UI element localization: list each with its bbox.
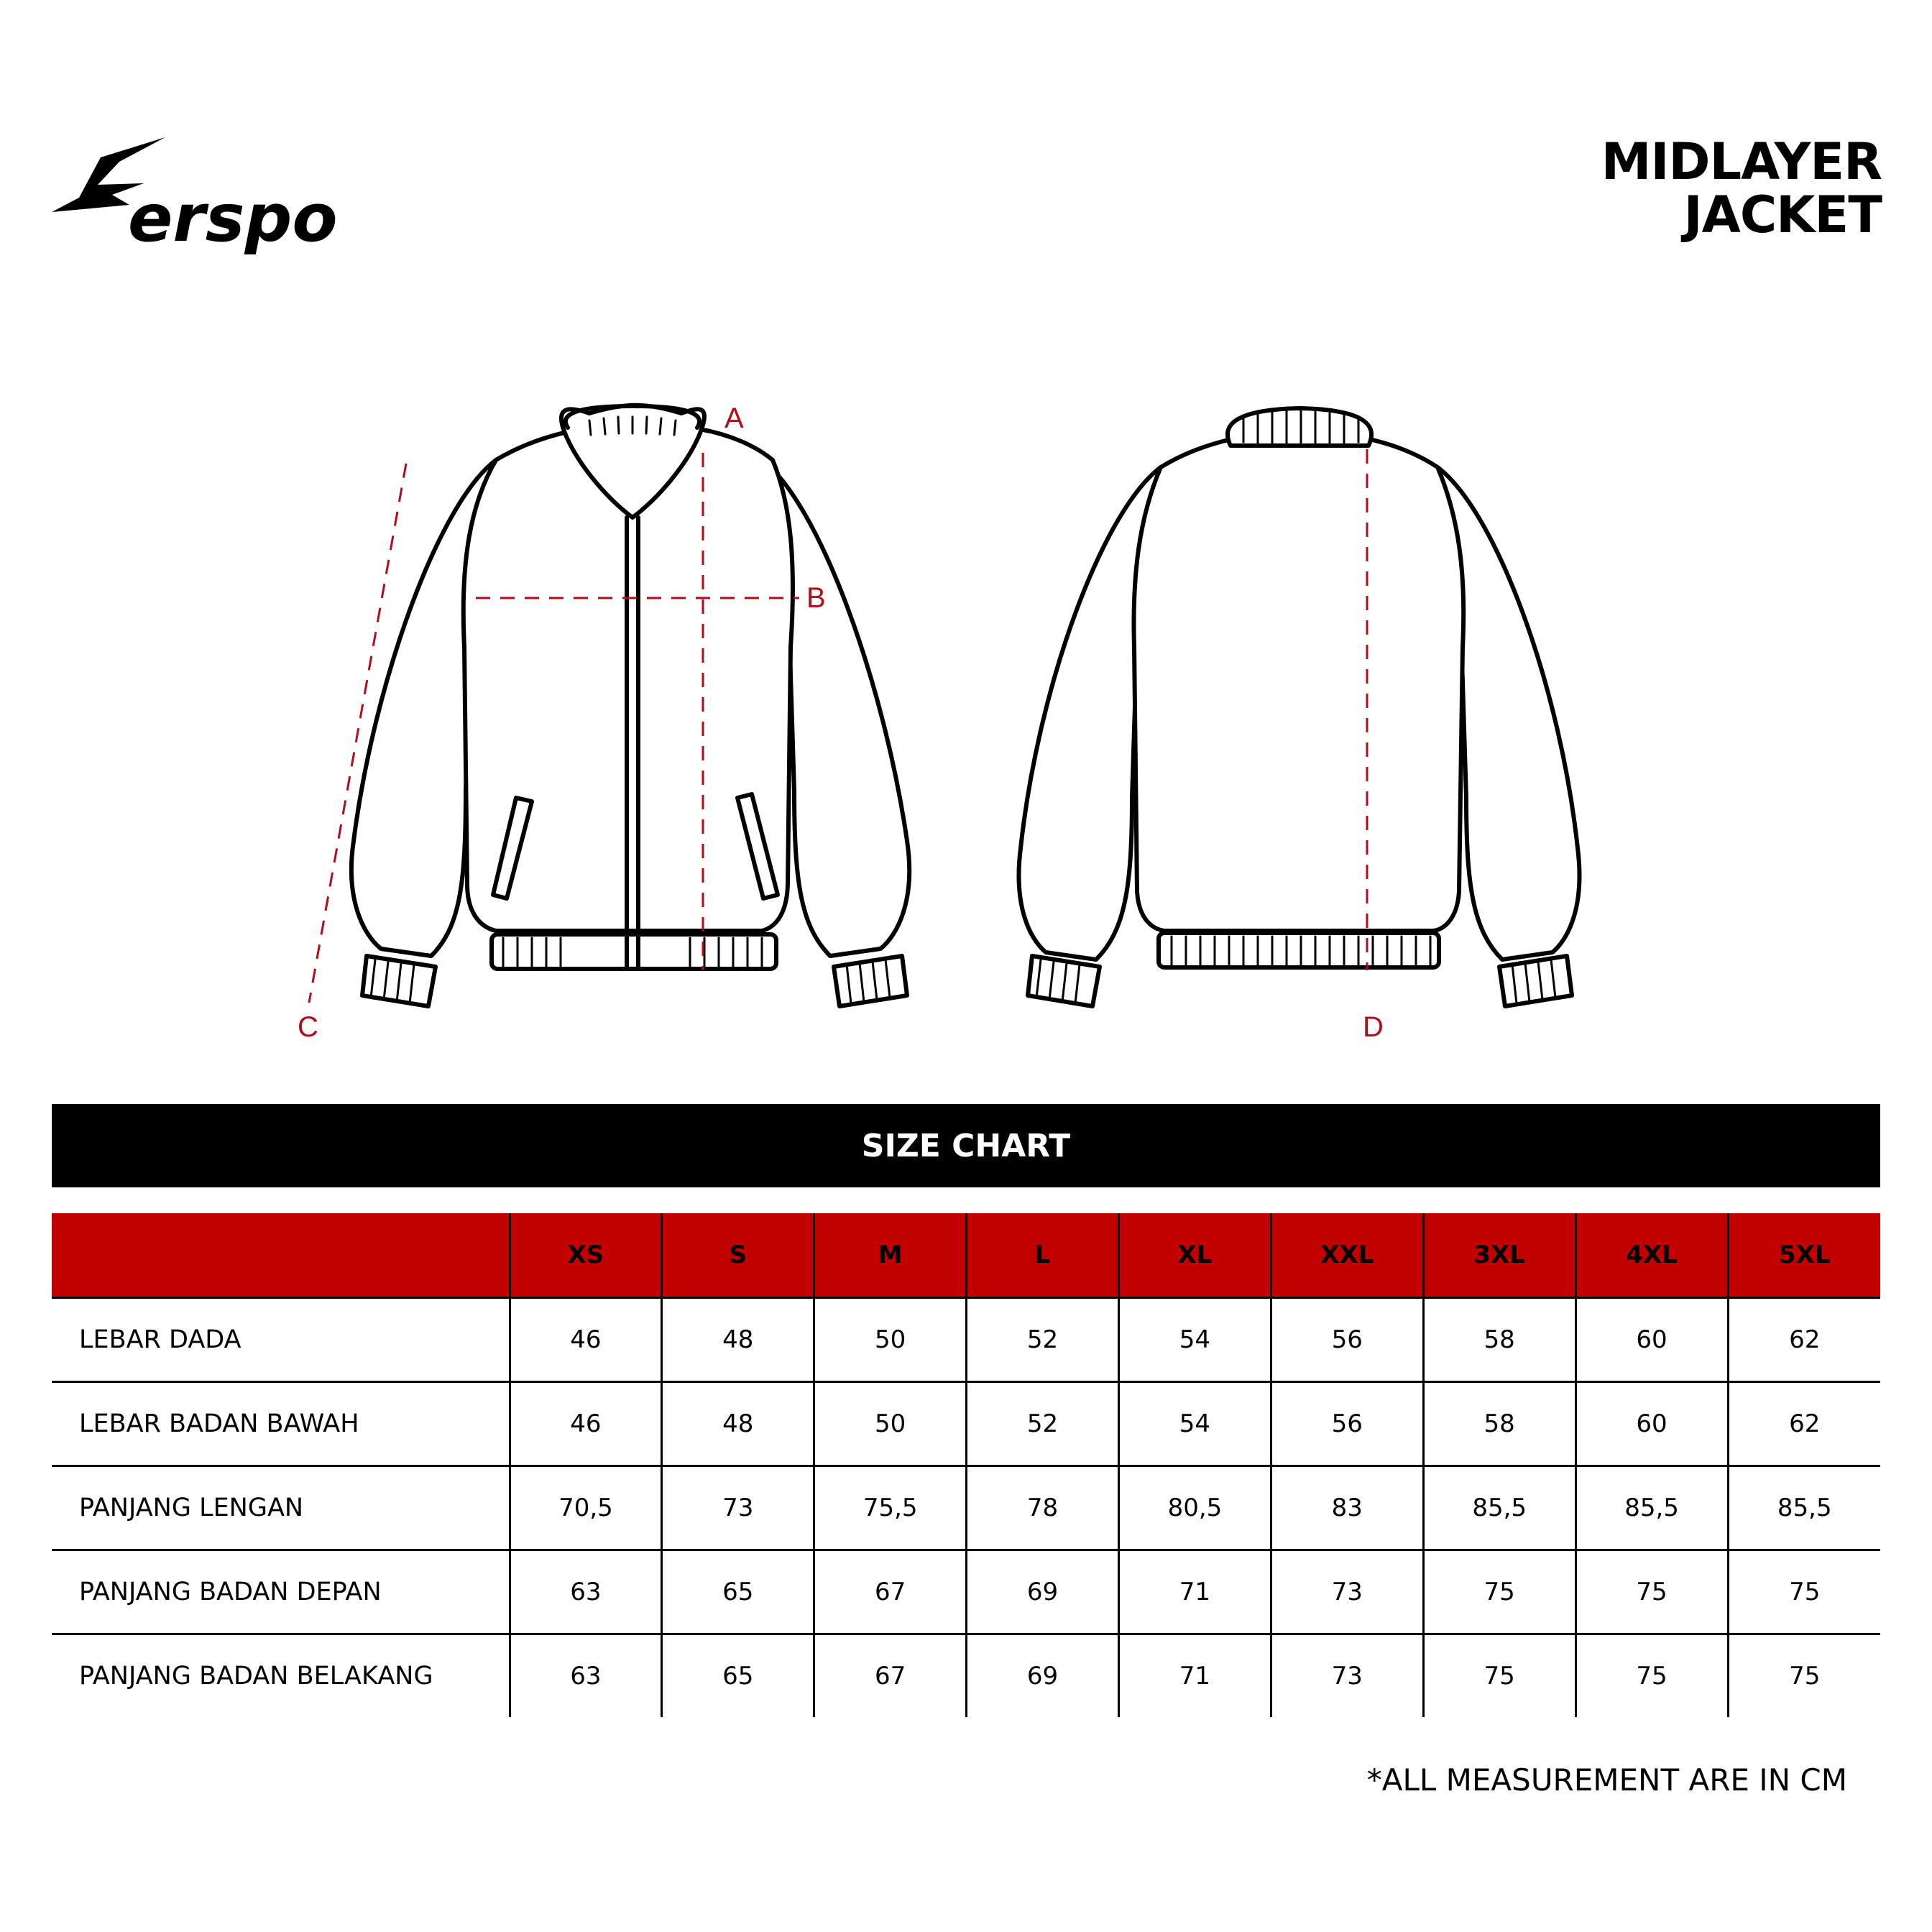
table-cell: 48 <box>662 1298 814 1382</box>
table-cell: 60 <box>1576 1382 1728 1466</box>
table-cell: 54 <box>1119 1298 1271 1382</box>
table-cell: 73 <box>662 1466 814 1550</box>
product-title-line1: MIDLAYER <box>1601 132 1882 191</box>
table-cell: 75 <box>1423 1634 1576 1718</box>
table-cell: 58 <box>1423 1382 1576 1466</box>
header-size-4xl: 4XL <box>1576 1213 1728 1298</box>
row-label: PANJANG BADAN DEPAN <box>52 1550 510 1634</box>
header-empty-cell <box>52 1213 510 1298</box>
table-cell: 63 <box>510 1634 662 1718</box>
table-cell: 50 <box>814 1298 967 1382</box>
row-label: PANJANG LENGAN <box>52 1466 510 1550</box>
table-cell: 62 <box>1728 1298 1880 1382</box>
table-cell: 73 <box>1271 1550 1423 1634</box>
table-cell: 62 <box>1728 1382 1880 1466</box>
table-cell: 48 <box>662 1382 814 1466</box>
table-cell: 71 <box>1119 1550 1271 1634</box>
table-cell: 71 <box>1119 1634 1271 1718</box>
table-cell: 85,5 <box>1728 1466 1880 1550</box>
header-size-l: L <box>967 1213 1119 1298</box>
measurement-footnote: *ALL MEASUREMENT ARE IN CM <box>1366 1762 1847 1798</box>
row-label: LEBAR DADA <box>52 1298 510 1382</box>
table-cell: 46 <box>510 1382 662 1466</box>
table-cell: 80,5 <box>1119 1466 1271 1550</box>
table-cell: 65 <box>662 1550 814 1634</box>
row-label: LEBAR BADAN BAWAH <box>52 1382 510 1466</box>
table-cell: 58 <box>1423 1298 1576 1382</box>
header-size-5xl: 5XL <box>1728 1213 1880 1298</box>
table-cell: 69 <box>967 1634 1119 1718</box>
size-chart-heading <box>52 1104 1880 1187</box>
product-title-line2: JACKET <box>1683 185 1882 244</box>
marker-b: B <box>806 582 826 614</box>
table-cell: 56 <box>1271 1298 1423 1382</box>
svg-text:erspo: erspo <box>128 180 338 257</box>
header-size-xl: XL <box>1119 1213 1271 1298</box>
header-size-m: M <box>814 1213 967 1298</box>
table-row <box>52 1550 1880 1634</box>
table-cell: 83 <box>1271 1466 1423 1550</box>
table-cell: 60 <box>1576 1298 1728 1382</box>
table-cell: 69 <box>967 1550 1119 1634</box>
table-cell: 75,5 <box>814 1466 967 1550</box>
jacket-front-drawing <box>351 405 909 1006</box>
table-cell: 85,5 <box>1423 1466 1576 1550</box>
table-cell: 75 <box>1728 1634 1880 1718</box>
size-table-header-row <box>52 1213 1880 1298</box>
header-size-xxl: XXL <box>1271 1213 1423 1298</box>
table-cell: 75 <box>1576 1550 1728 1634</box>
table-cell: 52 <box>967 1298 1119 1382</box>
table-cell: 67 <box>814 1550 967 1634</box>
table-cell: 75 <box>1423 1550 1576 1634</box>
table-row <box>52 1634 1880 1718</box>
size-chart-heading-text: SIZE CHART <box>861 1127 1071 1164</box>
header-size-s: S <box>662 1213 814 1298</box>
table-cell: 85,5 <box>1576 1466 1728 1550</box>
table-row <box>52 1382 1880 1466</box>
table-cell: 54 <box>1119 1382 1271 1466</box>
marker-d: D <box>1363 1011 1384 1043</box>
table-cell: 46 <box>510 1298 662 1382</box>
header-size-3xl: 3XL <box>1423 1213 1576 1298</box>
table-cell: 63 <box>510 1550 662 1634</box>
row-label: PANJANG BADAN BELAKANG <box>79 1662 433 1690</box>
table-cell: 52 <box>967 1382 1119 1466</box>
table-cell: 70,5 <box>510 1466 662 1550</box>
table-cell: 67 <box>814 1634 967 1718</box>
header-size-xs: XS <box>510 1213 662 1298</box>
table-cell: 78 <box>967 1466 1119 1550</box>
table-cell: 73 <box>1271 1634 1423 1718</box>
marker-c: C <box>298 1011 318 1043</box>
table-cell: 65 <box>662 1634 814 1718</box>
size-table <box>52 1213 1880 1717</box>
table-row <box>52 1298 1880 1382</box>
table-cell: 75 <box>1576 1634 1728 1718</box>
marker-a: A <box>724 402 744 434</box>
table-cell: 56 <box>1271 1382 1423 1466</box>
table-row <box>52 1466 1880 1550</box>
table-cell: 50 <box>814 1382 967 1466</box>
table-cell: 75 <box>1728 1550 1880 1634</box>
jacket-back-drawing <box>1019 408 1580 1006</box>
